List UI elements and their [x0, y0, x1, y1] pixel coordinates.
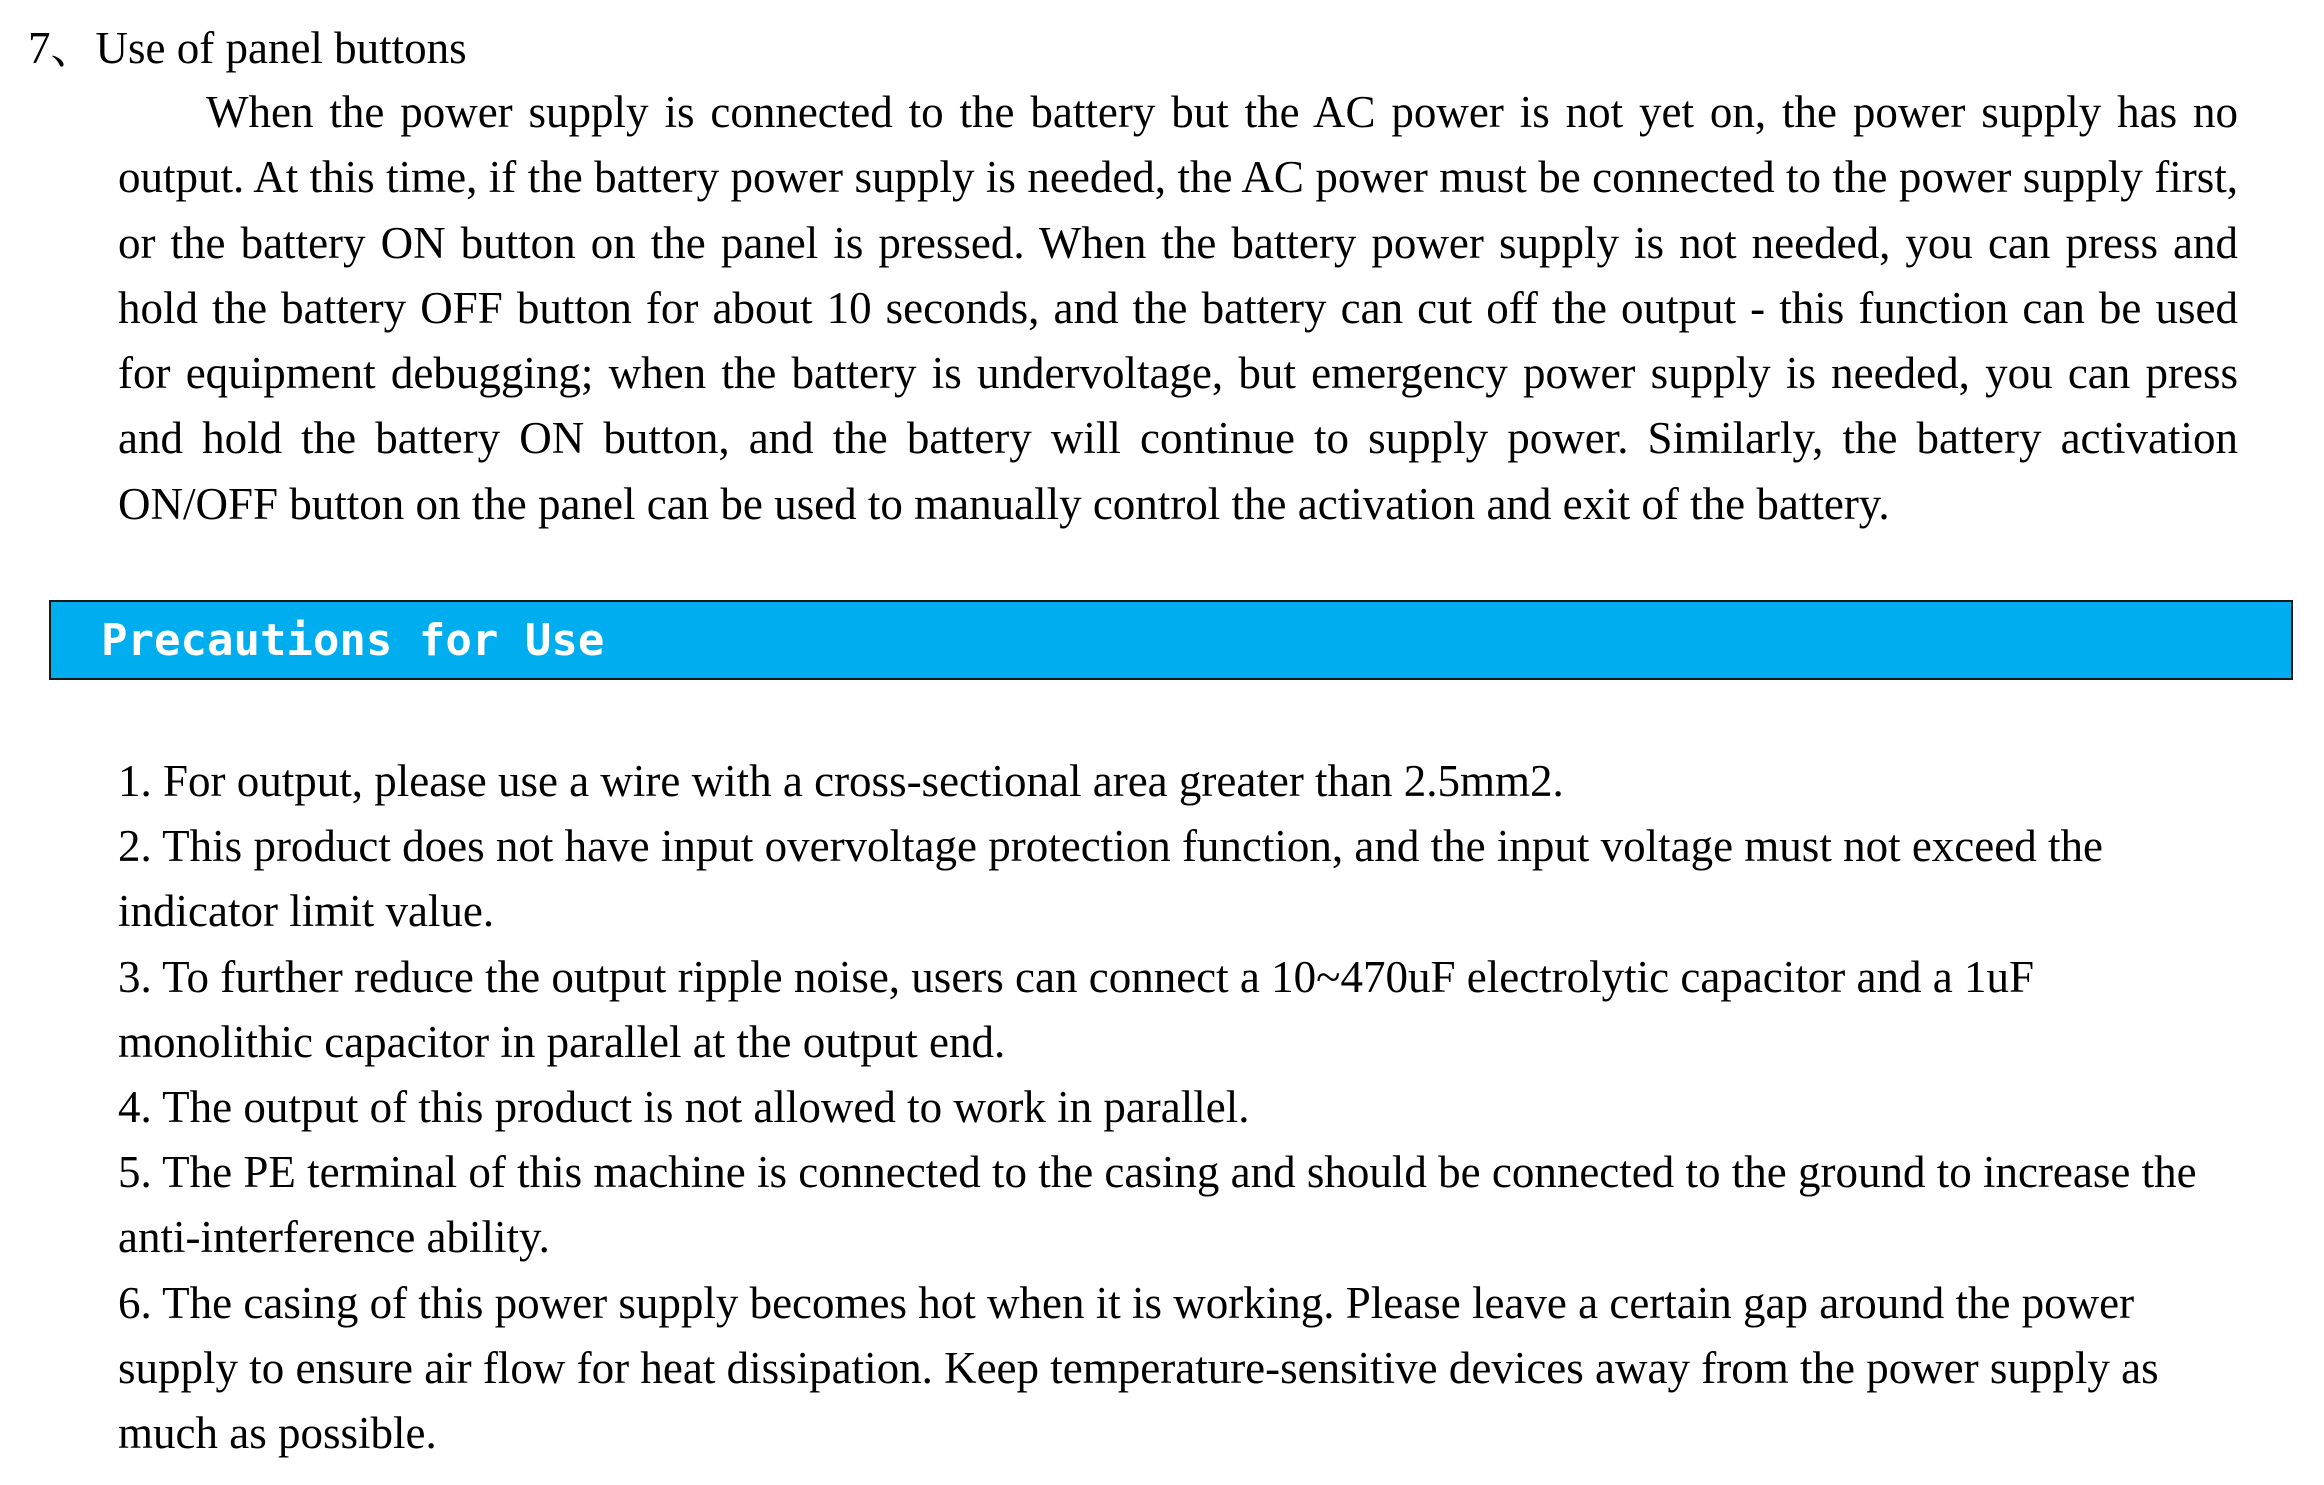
precautions-list [118, 749, 2238, 1466]
precaution-item: 2. This product does not have input overvoltage protection function, and the input voltage must not exceed the indicator limit value. [118, 821, 2103, 937]
panel-buttons-paragraph: When the power supply is connected to the battery but the AC power is not yet on, the power supply has no output. At this time, if the battery power supply is needed, the AC power must be connected to the power supply first, or the battery ON button on the panel is pressed. When the battery power supply is not needed, you can press and hold the battery OFF button for about 10 seconds, and the battery can cut off the output - this function can be used for equipment debugging; when the battery is undervoltage, but emergency power supply is needed, you can press and hold the battery ON button, and the battery will continue to supply power. Similarly, the battery activation ON/OFF button on the panel can be used to manually control the activation and exit of the battery. [118, 87, 2238, 529]
precaution-item: 4. The output of this product is not allowed to work in parallel. [118, 1082, 1250, 1133]
precaution-item: 6. The casing of this power supply becomes hot when it is working. Please leave a certain gap around the power supply to ensure air flow for heat dissipation. Keep temperature-sensitive devices away from the power supply as much as possible. [118, 1277, 2159, 1459]
precaution-item: 1. For output, please use a wire with a cross-sectional area greater than 2.5mm2. [118, 756, 1564, 806]
precaution-item: 5. The PE terminal of this machine is connected to the casing and should be connected to the ground to increase the anti-interference ability. [118, 1147, 2197, 1263]
section-heading: 7、Use of panel buttons [28, 23, 467, 73]
precaution-item: 3. To further reduce the output ripple noise, users can connect a 10~470uF electrolytic capacitor and a 1uF monolithic capacitor in parallel at the output end. [118, 951, 2034, 1067]
precautions-banner [49, 600, 2293, 680]
banner-title: Precautions for Use [101, 615, 605, 666]
